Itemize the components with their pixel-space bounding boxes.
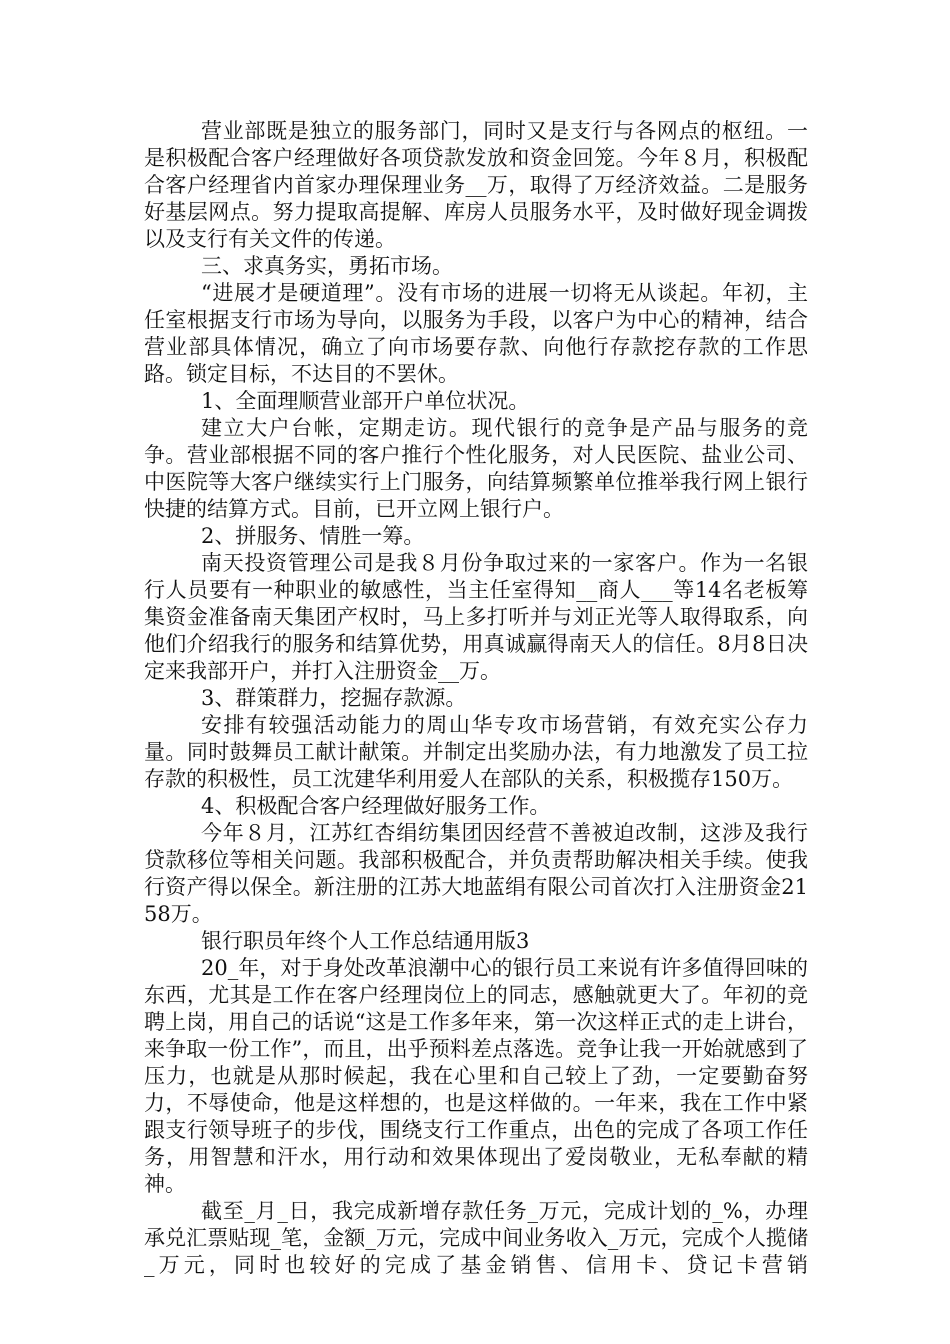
paragraph-business-dept: 营业部既是独立的服务部门，同时又是支行与各网点的枢纽。一是积极配合客户经理做好各项贷款发放和资金回笼。今年８月，积极配合客户经理省内首家办理保理业务__万，取得了万经济效益。二是服务好基层网点。努力提取高提解、库房人员服务水平，及时做好现金调拨以及支行有关文件的传递。 xyxy=(144,119,808,251)
section-heading-market: 三、求真务实，勇拓市场。 xyxy=(201,254,453,278)
subheading-1: 1、全面理顺营业部开户单位状况。 xyxy=(201,389,530,413)
paragraph-achievements: 截至_月_日，我完成新增存款任务_万元，完成计划的_%，办理承兑汇票贴现_笔，金额_万元，完成中间业务收入_万元，完成个人揽储_万元，同时也较好的完成了基金销售、信用卡、贷记卡营销 xyxy=(144,1199,808,1277)
subheading-2: 2、拼服务、情胜一筹。 xyxy=(201,524,425,548)
article-title-3: 银行职员年终个人工作总结通用版3 xyxy=(201,929,530,953)
paragraph-accounts: 建立大户台帐，定期走访。现代银行的竞争是产品与服务的竞争。营业部根据不同的客户推行个性化服务，对人民医院、盐业公司、中医院等大客户继续实行上门服务，向结算频繁单位推举我行网上银行快捷的结算方式。目前，已开立网上银行户。 xyxy=(144,416,808,521)
paragraph-jiangsu: 今年８月，江苏红杏绢纺集团因经营不善被迫改制，这涉及我行贷款移位等相关问题。我部积极配合，并负责帮助解决相关手续。使我行资产得以保全。新注册的江苏大地蓝绢有限公司首次打入注册资金2158万。 xyxy=(144,821,808,926)
paragraph-deposits: 安排有较强活动能力的周山华专攻市场营销，有效充实公存力量。同时鼓舞员工献计献策。并制定出奖励办法，有力地激发了员工拉存款的积极性，员工沈建华利用爱人在部队的关系，积极揽存150万。 xyxy=(144,713,808,791)
paragraph-development: “进展才是硬道理”。没有市场的进展一切将无从谈起。年初，主任室根据支行市场为导向，以服务为手段，以客户为中心的精神，结合营业部具体情况，确立了向市场要存款、向他行存款挖存款的工作思路。锁定目标，不达目的不罢休。 xyxy=(144,281,808,386)
paragraph-year-review: 20_年，对于身处改革浪潮中心的银行员工来说有许多值得回味的东西，尤其是工作在客户经理岗位上的同志，感触就更大了。年初的竞聘上岗，用自己的话说“这是工作多年来，第一次这样正式的走上讲台，来争取一份工作”，而且，出乎预料差点落选。竞争让我一开始就感到了压力，也就是从那时候起，我在心里和自己较上了劲，一定要勤奋努力，不辱使命，他是这样想的，也是这样做的。一年来，我在工作中紧跟支行领导班子的步伐，围绕支行工作重点，出色的完成了各项工作任务，用智慧和汗水，用行动和效果体现出了爱岗敬业，无私奉献的精神。 xyxy=(144,956,808,1196)
subheading-3: 3、群策群力，挖掘存款源。 xyxy=(201,686,467,710)
subheading-4: 4、积极配合客户经理做好服务工作。 xyxy=(201,794,551,818)
paragraph-nantian: 南天投资管理公司是我８月份争取过来的一家客户。作为一名银行人员要有一种职业的敏感性，当主任室得知__商人___等14名老板筹集资金准备南天集团产权时，马上多打听并与刘正光等人取得取系，向他们介绍我行的服务和结算优势，用真诚赢得南天人的信任。8月8日决定来我部开户，并打入注册资金__万。 xyxy=(144,551,808,683)
document-page xyxy=(144,118,808,1279)
